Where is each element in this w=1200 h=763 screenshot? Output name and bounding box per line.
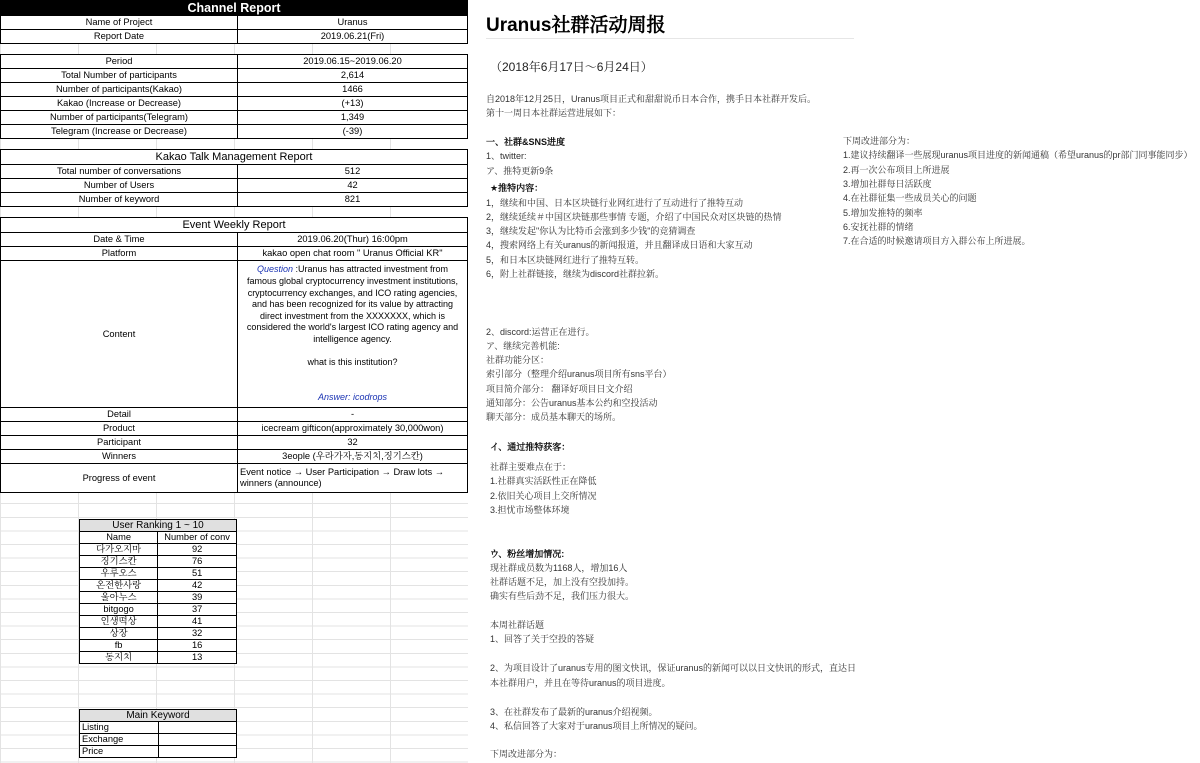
list-item: 2.再一次公布项目上所进展 [843, 165, 950, 175]
row-value: 1466 [238, 83, 468, 97]
table-row [80, 592, 237, 604]
row-value: (+13) [238, 97, 468, 111]
table-row [1, 450, 468, 464]
channel-report-table [0, 0, 468, 44]
list-item: 社群话题不足，加上没有空投加持。 [490, 577, 635, 587]
table-row [1, 30, 468, 44]
keyword: Listing [80, 722, 159, 734]
kakao-report-title: Kakao Talk Management Report [1, 150, 468, 165]
table-row [80, 652, 237, 664]
intro-line: 自2018年12月25日，Uranus项目正式和甜甜说币日本合作，携手日本社群开发后。 [486, 94, 817, 104]
table-row [1, 165, 468, 179]
row-value: icecream gifticon(approximately 30,000won) [238, 422, 468, 436]
user-ranking-title: User Ranking 1 ~ 10 [80, 520, 237, 532]
row-label: Kakao (Increase or Decrease) [1, 97, 238, 111]
intro-line: 第十一周日本社群运营进展如下： [486, 108, 622, 118]
table-row [1, 261, 468, 408]
text-line: 下周改进部分为： [490, 749, 563, 759]
user-conv: 76 [158, 556, 237, 568]
table-header-row [80, 532, 237, 544]
answer-text: Answer: icodrops [317, 391, 388, 402]
row-value: 3eople (우라가자,동지치,징기스칸) [238, 450, 468, 464]
keyword-empty-cell [158, 722, 236, 734]
user-conv: 13 [158, 652, 237, 664]
row-value: Uranus [238, 16, 468, 30]
main-keyword-table [79, 709, 237, 758]
row-label: Date & Time [1, 233, 238, 247]
question-label: Question [256, 264, 293, 275]
list-item: 2，继续延续＃中国区块链那些事情 专题，介绍了中国民众对区块链的热情 [486, 212, 782, 222]
table-row [80, 628, 237, 640]
list-item: 4、私信回答了大家对于uranus项目上所情况的疑问。 [490, 721, 703, 731]
table-row [1, 422, 468, 436]
row-label: Number of Users [1, 179, 238, 193]
user-conv: 37 [158, 604, 237, 616]
list-item: 4，搜索网络上有关uranus的新闻报道，并且翻译成日语和大家互动 [486, 240, 753, 250]
list-item: 3，继续发起"你认为比特币会涨到多少钱"的竞猜调查 [486, 226, 696, 236]
list-item: 3、在社群发布了最新的uranus介绍视频。 [490, 707, 658, 717]
report-date-range: （2018年6月17日～6月24日） [490, 60, 653, 74]
row-label: Number of participants(Kakao) [1, 83, 238, 97]
table-row [1, 97, 468, 111]
subheading: ★推特内容： [490, 183, 544, 193]
next-week-title: 下周改进部分为： [843, 136, 916, 146]
row-label: Participant [1, 436, 238, 450]
row-label: Number of keyword [1, 193, 238, 207]
keyword-empty-cell [158, 746, 236, 758]
row-value: 2019.06.21(Fri) [238, 30, 468, 44]
user-conv: 32 [158, 628, 237, 640]
channel-report-title: Channel Report [1, 1, 468, 16]
row-label: Telegram (Increase or Decrease) [1, 125, 238, 139]
keyword-empty-cell [158, 734, 236, 746]
row-label: Number of participants(Telegram) [1, 111, 238, 125]
list-item: 确实有些后劲不足，我们压力很大。 [490, 591, 635, 601]
row-value: 2019.06.15~2019.06.20 [238, 55, 468, 69]
list-item: 5，和日本区块链网红进行了推特互转。 [486, 255, 645, 265]
title-divider [486, 38, 854, 39]
list-item: 社群主要难点在于： [490, 462, 572, 472]
table-row [1, 16, 468, 30]
user-name: 상장 [80, 628, 158, 640]
row-label: Detail [1, 408, 238, 422]
row-value: 1,349 [238, 111, 468, 125]
user-conv: 41 [158, 616, 237, 628]
user-name: 동지치 [80, 652, 158, 664]
question-ask: what is this institution? [307, 357, 398, 368]
table-row [80, 604, 237, 616]
period-table [0, 54, 468, 139]
table-row [1, 179, 468, 193]
list-item: 5.增加发推特的频率 [843, 208, 923, 218]
user-name: 인생떡상 [80, 616, 158, 628]
list-item: 2、为项目设计了uranus专用的图文快讯，保证uranus的新闻可以以日文快讯的形式，直达日 [490, 663, 857, 673]
row-label: Total number of conversations [1, 165, 238, 179]
row-label: Product [1, 422, 238, 436]
event-content [238, 261, 468, 408]
row-value: 32 [238, 436, 468, 450]
list-item: 6.安抚社群的情绪 [843, 222, 914, 232]
table-row [1, 83, 468, 97]
user-conv: 92 [158, 544, 237, 556]
user-name: 징기스칸 [80, 556, 158, 568]
table-row [80, 544, 237, 556]
table-row [1, 436, 468, 450]
user-name: 우루오스 [80, 568, 158, 580]
table-row [80, 746, 237, 758]
list-item: 社群功能分区： [486, 355, 550, 365]
table-row [80, 640, 237, 652]
list-item: 聊天部分：成员基本聊天的场所。 [486, 412, 622, 422]
table-row [1, 69, 468, 83]
row-label: Content [1, 261, 238, 408]
table-row [80, 568, 237, 580]
list-item: 1，继续和中国、日本区块链行业网红进行了互动进行了推特互动 [486, 198, 744, 208]
list-item: 3.增加社群每日活跃度 [843, 179, 932, 189]
weekly-report-document [468, 0, 1200, 763]
list-item: 4.在社群征集一些成员关心的问题 [843, 193, 977, 203]
table-row [80, 722, 237, 734]
list-item: 2.依旧关心项目上交所情况 [490, 491, 597, 501]
row-label: Platform [1, 247, 238, 261]
subheading: イ、通过推特获客： [490, 442, 571, 452]
user-conv: 16 [158, 640, 237, 652]
user-conv: 42 [158, 580, 237, 592]
row-label: Progress of event [1, 464, 238, 493]
table-row [1, 111, 468, 125]
row-value: 42 [238, 179, 468, 193]
list-item: 索引部分（整理介绍uranus项目所有sns平台） [486, 369, 672, 379]
user-name: fb [80, 640, 158, 652]
spreadsheet-panel [0, 0, 468, 763]
text-line: ア、推特更新9条 [486, 166, 554, 176]
table-row [80, 580, 237, 592]
subheading: ウ、粉丝增加情况: [490, 549, 565, 559]
question-text: :Uranus has attracted investment from famous global cryptocurrency investment institutions, cryptocurrency exchanges, and ICO rating agencies, and has been recognized for its value by attracting direct investment from the XXXXXXX, which is considered the world's largest ICO rating agency and intelligence agency. [246, 264, 459, 344]
keyword: Exchange [80, 734, 159, 746]
table-row [1, 125, 468, 139]
user-name: 울아누스 [80, 592, 158, 604]
text-line: ア、继续完善机能: [486, 341, 560, 351]
table-row [1, 55, 468, 69]
list-item: 1.建议持续翻译一些展现uranus项目进度的新闻通稿（希望uranus的pr部门同事能同步） [843, 150, 1193, 160]
list-item: 现社群成员数为1168人，增加16人 [490, 563, 628, 573]
table-row [1, 247, 468, 261]
list-item: 1、回答了关于空投的答疑 [490, 634, 595, 644]
text-line: 2、discord:运营正在进行。 [486, 327, 595, 337]
table-row [80, 556, 237, 568]
row-value: - [238, 408, 468, 422]
list-item: 3.担忧市场整体环境 [490, 505, 570, 515]
row-value: 2,614 [238, 69, 468, 83]
row-label: Total Number of participants [1, 69, 238, 83]
table-row [1, 408, 468, 422]
row-label: Report Date [1, 30, 238, 44]
row-value: 2019.06.20(Thur) 16:00pm [238, 233, 468, 247]
user-ranking-table [79, 519, 237, 664]
keyword: Price [80, 746, 159, 758]
col-conv-header: Number of conv [158, 532, 237, 544]
event-report-title: Event Weekly Report [1, 218, 468, 233]
col-name-header: Name [80, 532, 158, 544]
report-title: Uranus社群活动周报 [486, 15, 666, 36]
list-item: 通知部分：公告uranus基本公约和空投活动 [486, 398, 658, 408]
table-row [80, 734, 237, 746]
table-row [1, 464, 468, 493]
row-value: (-39) [238, 125, 468, 139]
list-item: 6，附上社群链接，继续为discord社群拉新。 [486, 269, 665, 279]
user-name: 온전한사랑 [80, 580, 158, 592]
table-row [80, 616, 237, 628]
main-keyword-title: Main Keyword [80, 710, 237, 722]
row-label: Name of Project [1, 16, 238, 30]
kakao-report-table [0, 149, 468, 207]
user-conv: 39 [158, 592, 237, 604]
section-heading: 一、社群&SNS进度 [486, 137, 566, 147]
row-value: Event notice → User Participation → Draw lots → winners (announce) [238, 464, 468, 493]
text-line: 1、twitter: [486, 151, 527, 161]
list-item: 本社群用户，并且在等待uranus的项目进度。 [490, 678, 671, 688]
list-item: 项目简介部分： 翻译好项目日文介绍 [486, 384, 633, 394]
subheading: 本周社群话题 [490, 620, 545, 630]
row-value: 821 [238, 193, 468, 207]
row-value: 512 [238, 165, 468, 179]
row-label: Winners [1, 450, 238, 464]
row-value: kakao open chat room " Uranus Official KR" [238, 247, 468, 261]
event-report-table [0, 217, 468, 493]
user-name: 다가오지마 [80, 544, 158, 556]
user-conv: 51 [158, 568, 237, 580]
list-item: 1.社群真实活跃性正在降低 [490, 476, 597, 486]
table-row [1, 193, 468, 207]
row-label: Period [1, 55, 238, 69]
list-item: 7.在合适的时候邀请项目方入群公布上所进展。 [843, 236, 1031, 246]
user-name: bitgogo [80, 604, 158, 616]
table-row [1, 233, 468, 247]
